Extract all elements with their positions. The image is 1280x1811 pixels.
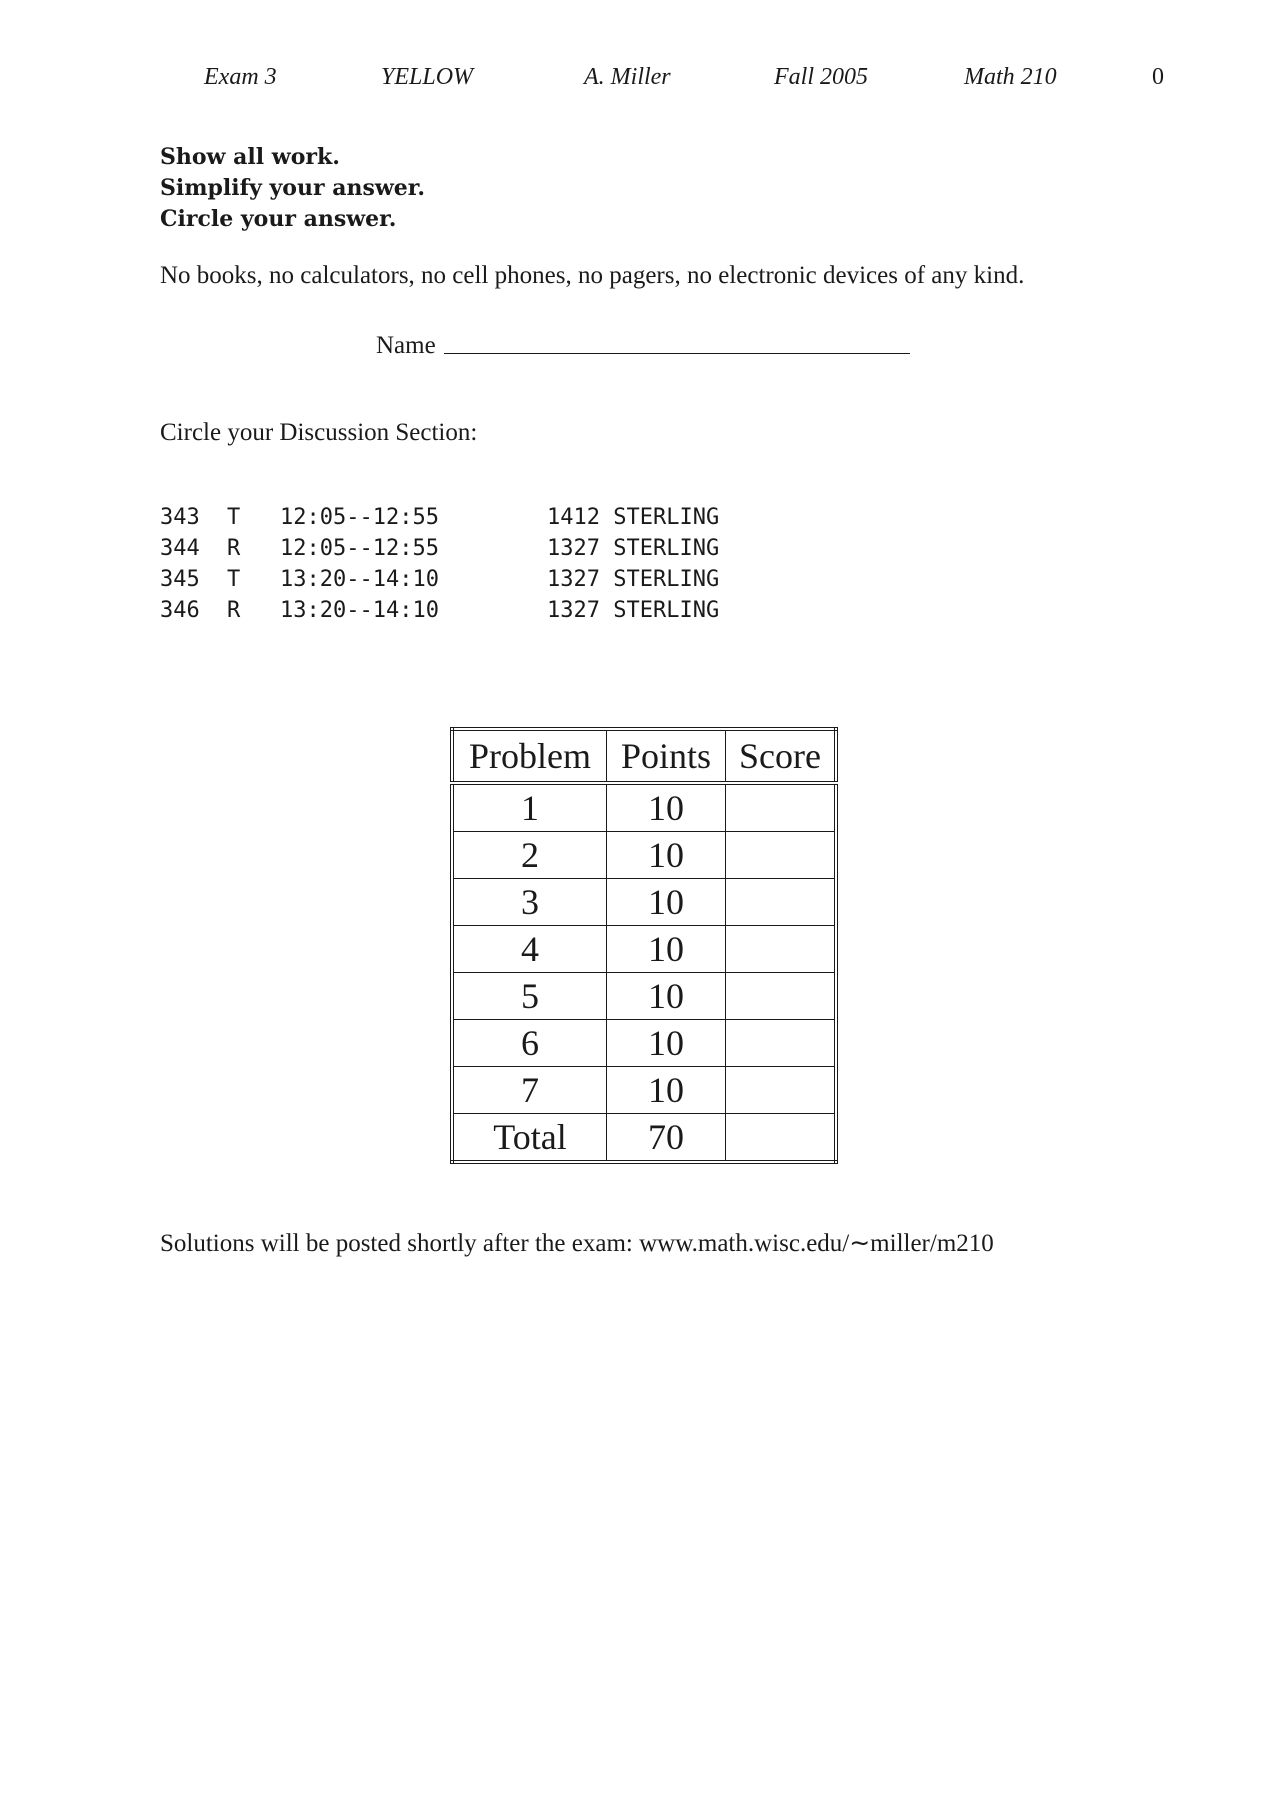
section-number: 345 [160, 567, 200, 592]
cell-points: 10 [607, 1020, 726, 1067]
header-points: Points [607, 729, 726, 783]
cell-problem: 5 [452, 973, 607, 1020]
cell-score[interactable] [726, 832, 837, 879]
cell-problem: 3 [452, 879, 607, 926]
instructions [160, 142, 425, 235]
cell-problem: 2 [452, 832, 607, 879]
cell-problem: 7 [452, 1067, 607, 1114]
section-day: T [227, 567, 241, 592]
section-room: 1327 STERLING [547, 536, 720, 561]
course-name: Math 210 [964, 64, 1057, 90]
instruction-circle: Circle your answer. [160, 206, 397, 232]
header-problem: Problem [452, 729, 607, 783]
cell-total-label: Total [452, 1114, 607, 1163]
instruction-show-work: Show all work. [160, 144, 340, 170]
cell-points: 10 [607, 926, 726, 973]
section-number: 346 [160, 598, 200, 623]
table-total-row [452, 1114, 836, 1163]
table-row [452, 1020, 836, 1067]
section-day: R [227, 598, 241, 623]
section-day: R [227, 536, 241, 561]
solutions-note: Solutions will be posted shortly after the exam: www.math.wisc.edu/∼miller/m210 [160, 1230, 994, 1257]
cell-problem: 6 [452, 1020, 607, 1067]
section-time: 13:20--14:10 [280, 567, 439, 592]
cell-points: 10 [607, 1067, 726, 1114]
cell-points: 10 [607, 879, 726, 926]
section-time: 12:05--12:55 [280, 536, 439, 561]
page-header [0, 64, 1280, 96]
table-row [452, 832, 836, 879]
table-row [452, 1067, 836, 1114]
page-number: 0 [1152, 64, 1164, 90]
section-prompt: Circle your Discussion Section: [160, 419, 478, 446]
cell-score[interactable] [726, 783, 837, 832]
cell-problem: 4 [452, 926, 607, 973]
section-room: 1412 STERLING [547, 505, 720, 530]
exam-version: YELLOW [381, 64, 474, 90]
table-row [452, 783, 836, 832]
score-table [450, 727, 838, 1164]
section-time: 13:20--14:10 [280, 598, 439, 623]
section-day: T [227, 505, 241, 530]
cell-score[interactable] [726, 1067, 837, 1114]
table-row [452, 926, 836, 973]
section-room: 1327 STERLING [547, 567, 720, 592]
name-label: Name [376, 332, 436, 359]
cell-total-points: 70 [607, 1114, 726, 1163]
table-row [452, 973, 836, 1020]
cell-points: 10 [607, 783, 726, 832]
table-row [452, 879, 836, 926]
section-time: 12:05--12:55 [280, 505, 439, 530]
exam-title: Exam 3 [204, 64, 277, 90]
section-room: 1327 STERLING [547, 598, 720, 623]
cell-points: 10 [607, 832, 726, 879]
cell-total-score[interactable] [726, 1114, 837, 1163]
cell-score[interactable] [726, 1020, 837, 1067]
header-score: Score [726, 729, 837, 783]
section-number: 343 [160, 505, 200, 530]
exam-rules: No books, no calculators, no cell phones, no pagers, no electronic devices of any kind. [160, 262, 1025, 289]
table-header-row [452, 729, 836, 783]
name-underline[interactable] [444, 353, 910, 354]
cell-problem: 1 [452, 783, 607, 832]
cell-score[interactable] [726, 973, 837, 1020]
instructor-name: A. Miller [584, 64, 671, 90]
instruction-simplify: Simplify your answer. [160, 175, 426, 201]
section-number: 344 [160, 536, 200, 561]
cell-score[interactable] [726, 879, 837, 926]
cell-score[interactable] [726, 926, 837, 973]
exam-term: Fall 2005 [774, 64, 868, 90]
cell-points: 10 [607, 973, 726, 1020]
